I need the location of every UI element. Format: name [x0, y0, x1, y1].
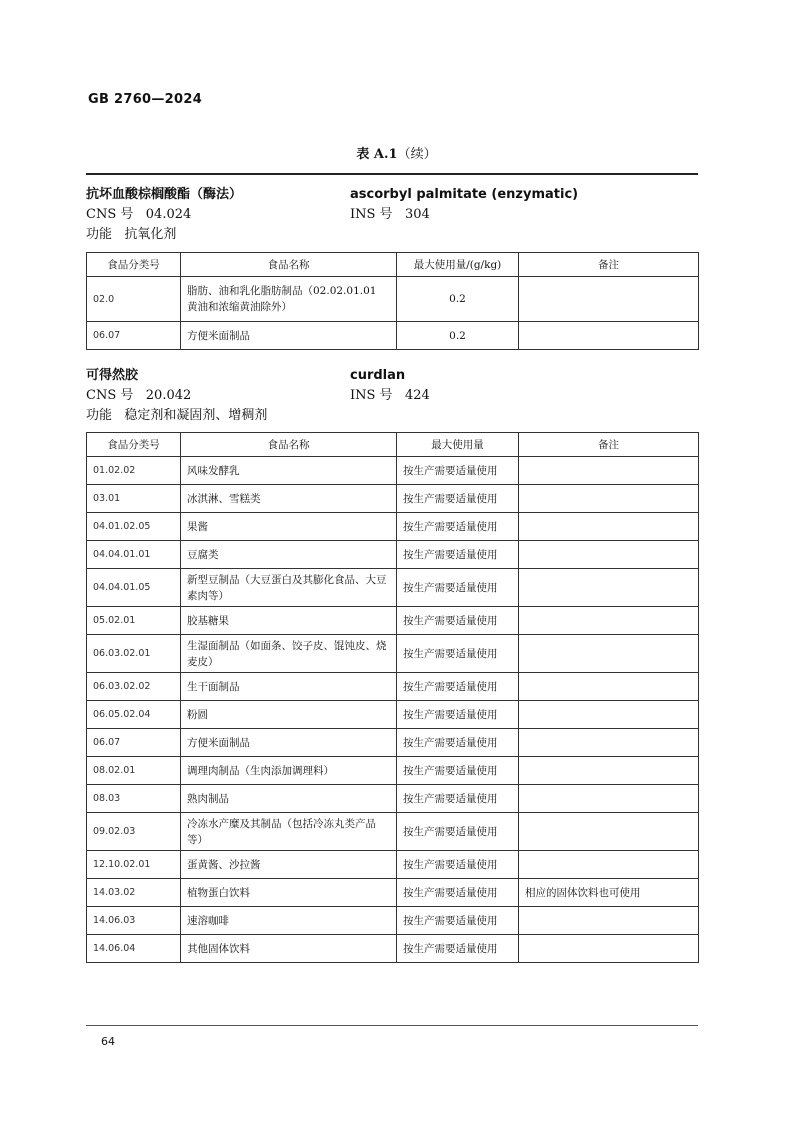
func-label: 功能: [86, 227, 113, 242]
note: [519, 785, 699, 813]
additive-2-cns: [86, 386, 191, 406]
food-name: 冰淇淋、雪糕类: [181, 485, 397, 513]
food-code: 04.04.01.05: [87, 569, 181, 607]
note: [519, 541, 699, 569]
func-value: 抗氧化剂: [124, 227, 177, 242]
note: [519, 569, 699, 607]
col-header-note: 备注: [519, 253, 699, 277]
additive-1-cns: [86, 205, 191, 225]
food-code: 04.04.01.01: [87, 541, 181, 569]
note: [519, 635, 699, 673]
additive-2-table: [86, 432, 699, 963]
max-usage: 按生产需要适量使用: [397, 673, 519, 701]
note: [519, 457, 699, 485]
additive-1-table: [86, 252, 699, 350]
table-row: [87, 851, 699, 879]
cns-value: 20.042: [145, 388, 192, 403]
max-usage: 按生产需要适量使用: [397, 457, 519, 485]
additive-2-ins: [350, 386, 430, 406]
additive-2-info: [86, 366, 698, 430]
food-name: 蛋黄酱、沙拉酱: [181, 851, 397, 879]
table-row: [87, 607, 699, 635]
max-usage: 按生产需要适量使用: [397, 813, 519, 851]
food-code: 06.07: [87, 729, 181, 757]
max-usage: 按生产需要适量使用: [397, 851, 519, 879]
food-code: 03.01: [87, 485, 181, 513]
col-header-note: 备注: [519, 433, 699, 457]
table-row: [87, 879, 699, 907]
food-name: 速溶咖啡: [181, 907, 397, 935]
food-name: 胶基糖果: [181, 607, 397, 635]
note: [519, 813, 699, 851]
max-usage: 按生产需要适量使用: [397, 513, 519, 541]
table-row: [87, 673, 699, 701]
table-row: [87, 457, 699, 485]
table-header-row: [87, 433, 699, 457]
cns-label: CNS 号: [86, 207, 134, 222]
footer-rule: [86, 1025, 698, 1026]
ins-label: INS 号: [350, 388, 393, 403]
ins-value: 424: [404, 388, 430, 403]
food-name: 新型豆制品（大豆蛋白及其膨化食品、大豆素肉等）: [181, 569, 397, 607]
food-name: 粉圆: [181, 701, 397, 729]
note: [519, 907, 699, 935]
food-name: 调理肉制品（生肉添加调理料）: [181, 757, 397, 785]
note: [519, 757, 699, 785]
table-row: [87, 277, 699, 322]
note: 相应的固体饮料也可使用: [519, 879, 699, 907]
table-row: [87, 701, 699, 729]
max-usage: 按生产需要适量使用: [397, 485, 519, 513]
additive-2-cn-name: 可得然胶: [86, 368, 139, 383]
additive-2-function: [86, 406, 267, 426]
max-usage: 0.2: [397, 277, 519, 322]
table-row: [87, 813, 699, 851]
food-name: 熟肉制品: [181, 785, 397, 813]
ins-value: 304: [404, 207, 430, 222]
note: [519, 607, 699, 635]
standard-code: GB 2760—2024: [88, 92, 203, 107]
food-code: 08.02.01: [87, 757, 181, 785]
col-header-max: 最大使用量/(g/kg): [397, 253, 519, 277]
note: [519, 322, 699, 350]
food-code: 05.02.01: [87, 607, 181, 635]
food-name: 果酱: [181, 513, 397, 541]
food-code: 14.03.02: [87, 879, 181, 907]
food-code: 14.06.04: [87, 935, 181, 963]
table-row: [87, 785, 699, 813]
food-name: 冷冻水产糜及其制品（包括冷冻丸类产品等）: [181, 813, 397, 851]
food-name: 方便米面制品: [181, 729, 397, 757]
food-name: 脂肪、油和乳化脂肪制品（02.02.01.01 黄油和浓缩黄油除外）: [181, 277, 397, 322]
food-name: 植物蛋白饮料: [181, 879, 397, 907]
note: [519, 701, 699, 729]
table-row: [87, 635, 699, 673]
food-code: 02.0: [87, 277, 181, 322]
food-code: 04.01.02.05: [87, 513, 181, 541]
max-usage: 按生产需要适量使用: [397, 701, 519, 729]
food-code: 08.03: [87, 785, 181, 813]
table-row: [87, 757, 699, 785]
food-code: 01.02.02: [87, 457, 181, 485]
table-row: [87, 322, 699, 350]
table-row: [87, 541, 699, 569]
max-usage: 按生产需要适量使用: [397, 757, 519, 785]
food-code: 09.02.03: [87, 813, 181, 851]
additive-1-info: [86, 185, 698, 249]
cns-value: 04.024: [145, 207, 192, 222]
food-code: 14.06.03: [87, 907, 181, 935]
max-usage: 按生产需要适量使用: [397, 541, 519, 569]
note: [519, 673, 699, 701]
cns-label: CNS 号: [86, 388, 134, 403]
max-usage: 按生产需要适量使用: [397, 729, 519, 757]
food-code: 12.10.02.01: [87, 851, 181, 879]
ins-label: INS 号: [350, 207, 393, 222]
table-row: [87, 569, 699, 607]
col-header-food: 食品名称: [181, 433, 397, 457]
additive-1-en-name: ascorbyl palmitate (enzymatic): [350, 187, 579, 202]
note: [519, 851, 699, 879]
func-label: 功能: [86, 408, 113, 423]
table-header-row: [87, 253, 699, 277]
additive-1-cn-name: 抗坏血酸棕榈酸酯（酶法）: [86, 187, 243, 202]
col-header-food: 食品名称: [181, 253, 397, 277]
additive-2-en-name: curdlan: [350, 368, 406, 383]
table-label: 表 A.1: [356, 147, 398, 162]
col-header-code: 食品分类号: [87, 253, 181, 277]
max-usage: 按生产需要适量使用: [397, 569, 519, 607]
table-row: [87, 485, 699, 513]
additive-1-ins: [350, 205, 430, 225]
max-usage: 按生产需要适量使用: [397, 907, 519, 935]
food-name: 风味发酵乳: [181, 457, 397, 485]
table-row: [87, 513, 699, 541]
col-header-code: 食品分类号: [87, 433, 181, 457]
food-name: 生湿面制品（如面条、饺子皮、馄饨皮、烧麦皮）: [181, 635, 397, 673]
table-continued: （续）: [397, 147, 437, 162]
note: [519, 729, 699, 757]
note: [519, 485, 699, 513]
max-usage: 按生产需要适量使用: [397, 935, 519, 963]
food-name: 其他固体饮料: [181, 935, 397, 963]
food-code: 06.03.02.01: [87, 635, 181, 673]
col-header-max: 最大使用量: [397, 433, 519, 457]
table-row: [87, 729, 699, 757]
additive-1-function: [86, 225, 176, 245]
max-usage: 按生产需要适量使用: [397, 785, 519, 813]
max-usage: 按生产需要适量使用: [397, 879, 519, 907]
food-name: 生干面制品: [181, 673, 397, 701]
food-code: 06.03.02.02: [87, 673, 181, 701]
max-usage: 按生产需要适量使用: [397, 635, 519, 673]
func-value: 稳定剂和凝固剂、增稠剂: [124, 408, 268, 423]
note: [519, 277, 699, 322]
top-rule: [86, 173, 698, 175]
note: [519, 513, 699, 541]
page-number: 64: [101, 1035, 115, 1048]
max-usage: 按生产需要适量使用: [397, 607, 519, 635]
food-code: 06.07: [87, 322, 181, 350]
note: [519, 935, 699, 963]
table-row: [87, 907, 699, 935]
food-name: 豆腐类: [181, 541, 397, 569]
table-row: [87, 935, 699, 963]
table-caption: [0, 143, 793, 162]
food-name: 方便米面制品: [181, 322, 397, 350]
food-code: 06.05.02.04: [87, 701, 181, 729]
max-usage: 0.2: [397, 322, 519, 350]
